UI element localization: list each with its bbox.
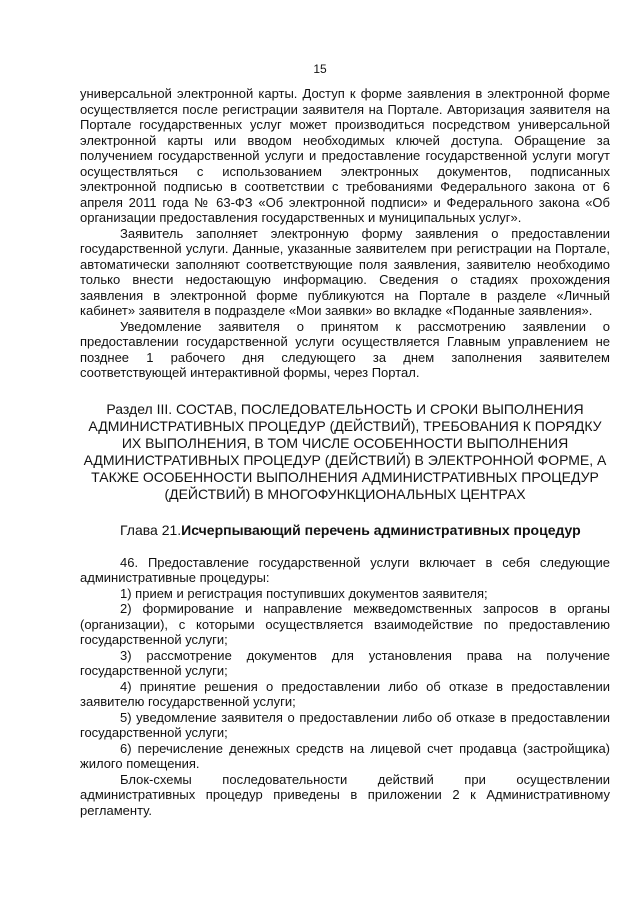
paragraph-notification: Уведомление заявителя о принятом к рассмотрению заявлении о предоставлении государственной услуги осуществляется Главным управлением не позднее 1 рабочего дня следующего за днем заполнения заявителем соответствующей интерактивной формы, через Портал.	[80, 318, 610, 380]
section-title: Раздел III. СОСТАВ, ПОСЛЕДОВАТЕЛЬНОСТЬ И СРОКИ ВЫПОЛНЕНИЯ АДМИНИСТРАТИВНЫХ ПРОЦЕДУР (ДЕЙСТВИЙ), ТРЕБОВАНИЯ К ПОРЯДКУ ИХ ВЫПОЛНЕНИЯ, В ТОМ ЧИСЛЕ ОСОБЕННОСТИ ВЫПОЛНЕНИЯ АДМИНИСТРАТИВНЫХ ПРОЦЕДУР (ДЕЙСТВИЙ) В ЭЛЕКТРОННОЙ ФОРМЕ, А ТАКЖЕ ОСОБЕННОСТИ ВЫПОЛНЕНИЯ АДМИНИСТРАТИВНЫХ ПРОЦЕДУР (ДЕЙСТВИЙ) В МНОГОФУНКЦИОНАЛЬНЫХ ЦЕНТРАХ	[83, 400, 607, 502]
item-46: 46. Предоставление государственной услуги включает в себя следующие административные процедуры:	[80, 554, 610, 585]
procedure-item: 2) формирование и направление межведомственных запросов в органы (организации), с которыми осуществляется взаимодействие по предоставлению государственной услуги;	[80, 601, 610, 647]
chapter-title: Исчерпывающий перечень административных процедур	[181, 521, 581, 538]
procedure-item: 6) перечисление денежных средств на лицевой счет продавца (застройщика) жилого помещения.	[80, 740, 610, 771]
closing-paragraph: Блок-схемы последовательности действий при осуществлении административных процедур приведены в приложении 2 к Административному регламенту.	[80, 771, 610, 818]
paragraph-applicant-form: Заявитель заполняет электронную форму заявления о предоставлении государственной услуги. Данные, указанные заявителем при регистрации на Портале, автоматически заполняют соответствующие поля заявления, заявителю необходимо только внести недостающую информацию. Сведения о стадиях прохождения заявления в электронной форме публикуются на Портале в разделе «Личный кабинет» заявителя в подразделе «Мои заявки» во вкладке «Поданные заявления».	[80, 225, 610, 318]
chapter-prefix: Глава 21.	[120, 521, 182, 538]
procedure-item: 3) рассмотрение документов для установления права на получение государственной услуги;	[80, 647, 610, 678]
document-body	[80, 86, 610, 818]
page-number: 15	[313, 62, 327, 76]
procedure-item: 4) принятие решения о предоставлении либо об отказе в предоставлении заявителю государственной услуги;	[80, 678, 610, 709]
paragraph-continuation: универсальной электронной карты. Доступ к форме заявления в электронной форме осуществляется после регистрации заявителя на Портале. Авторизация заявителя на Портале государственных услуг может производиться посредством универсальной электронной карты или вводом необходимых ключей доступа. Обращение за получением государственной услуги и предоставление государственной услуги могут осуществляться с использованием электронных документов, подписанных электронной подписью в соответствии с требованиями Федерального закона от 6 апреля 2011 года № 63-ФЗ «Об электронной подписи» и Федерального закона «Об организации предоставления государственных и муниципальных услуг».	[80, 86, 610, 225]
procedure-item: 5) уведомление заявителя о предоставлении либо об отказе в предоставлении государственной услуги;	[80, 709, 610, 740]
procedure-item: 1) прием и регистрация поступивших документов заявителя;	[120, 585, 488, 601]
chapter-heading	[80, 522, 610, 539]
